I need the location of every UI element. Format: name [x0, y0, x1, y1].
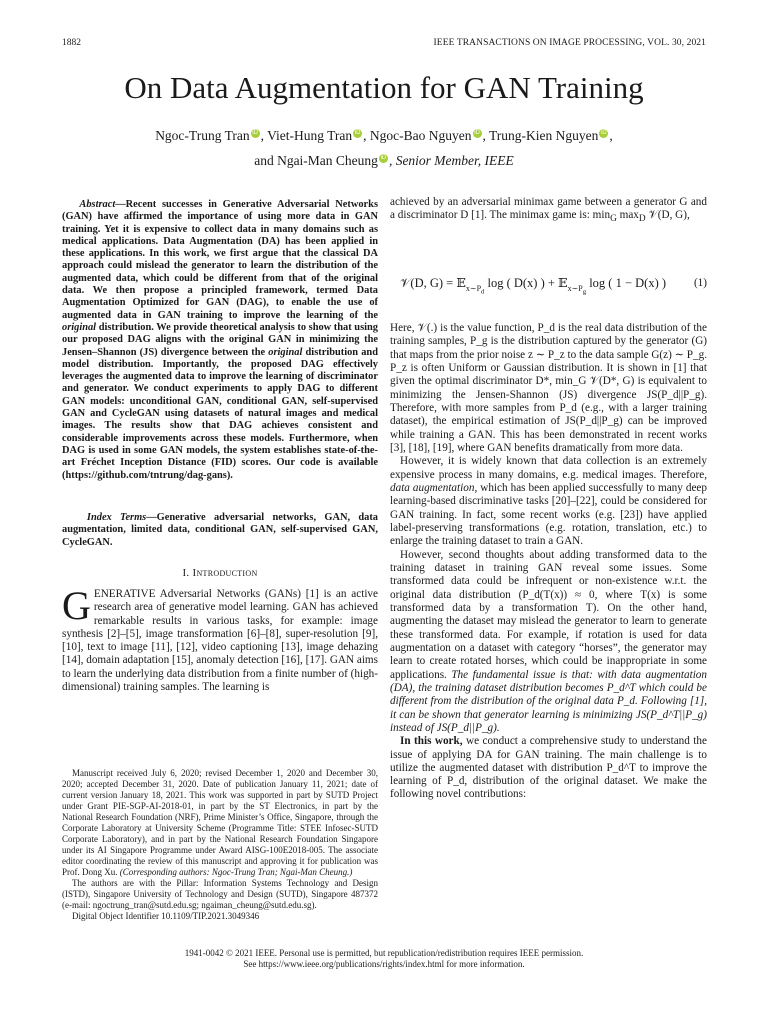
rights-link-line: See https://www.ieee.org/publications/rights/index.html for more information.: [243, 959, 525, 969]
body-paragraph: [390, 735, 707, 802]
equation-term: 𝒱(D, G) = 𝔼: [400, 276, 466, 290]
author-affiliation-title: , Senior Member, IEEE: [388, 153, 514, 168]
abstract-emph: original: [268, 346, 303, 358]
abstract-text: distribution. We provide theoretical analysis to show that using our proposed DAG aligns with the original GAN in minimizing the Jensen–Shannon (JS) divergence between the: [62, 321, 378, 358]
author-name: , Ngoc-Bao Nguyen: [363, 128, 472, 143]
orcid-icon[interactable]: iD: [252, 130, 258, 136]
author-name: , Trung-Kien Nguyen: [482, 128, 599, 143]
index-terms-dash: —: [146, 512, 157, 523]
minimax-paragraph: [390, 196, 707, 227]
paragraph-text: However, it is widely known that data collection is an extremely expensive process in many domains, e.g. medical images. Therefore,: [390, 455, 707, 481]
paragraph-text: max: [616, 209, 639, 222]
paragraph-emph: data augmentation: [390, 481, 475, 494]
footnote-text: Manuscript received July 6, 2020; revised December 1, 2020 and December 30, 2020; accepted December 31, 2020. Date of publication January 11, 2021; date of current version January 18, 2021. This work was supported in part by SUTD Project under Grant PIE-SGP-AI-2018-01, in part by the ST Electronics, in part by the National Research Foundation (NRF), Prime Minister’s Office, Singapore, through the Corporate Laboratory at University Scheme (Programme Title: STEE Infosec-SUTD Corporate Laboratory), and in part by the National Research Foundation Singapore under its AI Singapore Programme under Award AISG-100E2018-005. The associate editor coordinating the review of this manuscript and approving it for publication was Prof. Dong Xu.: [62, 768, 378, 877]
paper-title: On Data Augmentation for GAN Training: [124, 70, 644, 105]
math-sub: G: [610, 214, 617, 225]
equation-number: (1): [693, 277, 707, 289]
index-terms-label: Index Terms: [86, 512, 147, 523]
equation-term: log ( 1 − D(x) ): [586, 276, 667, 290]
author-name: and Ngai-Man Cheung: [254, 153, 378, 168]
footnote-doi: Digital Object Identifier 10.1109/TIP.2021.3049346: [72, 911, 260, 921]
footnote: [62, 768, 378, 922]
right-body: [390, 322, 707, 802]
abstract-emph: original: [62, 321, 97, 333]
intro-paragraph: [62, 583, 378, 694]
equation-1: [390, 275, 707, 295]
author-separator: ,: [609, 128, 613, 143]
paragraph-text: 𝒱(D, G),: [645, 209, 690, 222]
body-paragraph: Here, 𝒱(.) is the value function, P_d is the real data distribution of the training samples, P_g is the distribution captured by the generator (G) that maps from the prior noise z ∼ P_z to the data sample G(z) ∼ P_g. P_z is often Uniform or Gaussian distribution. It is shown in [1] that given the optimal discriminator D*, min_G 𝒱(D*, G) is equivalent to minimizing the Jensen-Shannon (JS) divergence JS(P_d||P_g). Therefore, with more samples from P_d (e.g., with a larger training dataset), the empirical estimation of JS(P_d||P_g) can be improved while training a GAN. This has been demonstrated in recent works [3], [18], [19], where GAN benefits dramatically from more data.: [390, 322, 708, 454]
footnote-manuscript: [62, 768, 378, 878]
abstract-dash: —: [115, 199, 126, 210]
section-title: Introduction: [192, 567, 258, 579]
equation-subsub: g: [582, 288, 587, 296]
abstract: [62, 199, 378, 482]
section-heading: [62, 567, 378, 579]
paragraph-text: , which has been applied successfully to many deep learning-based discriminative tasks [20]–[22], could be considered for GAN training. In fact, some recent works (e.g. [23]) have applied label-preserving transformations (e.g. rotation, translation, etc.) to enlarge the training dataset to train a GAN.: [390, 481, 707, 548]
abstract-text: Recent successes in Generative Adversarial Networks (GAN) have affirmed the importance of using more data in GAN training. Yet it is expensive to collect data in many domains such as medical applications. Data Augmentation (DA) has been applied in these applications. In this work, we first argue that the classical DA approach could mislead the generator to learn the distribution of the augmented data, which could be different from that of the original data. We then propose a principled framework, termed Data Augmentation Optimized for GAN (DAG), to enable the use of augmented data in GAN training to improve the learning of the: [62, 199, 378, 321]
orcid-icon[interactable]: iD: [601, 130, 607, 136]
paragraph-text: However, second thoughts about adding transformed data to the training dataset in training GAN reveal some issues. Some transformed data could be infrequent or non-existence w.r.t. the original data distribution (P_d(T(x)) ≈ 0, where T(x) is some transformed data by a transformation T). On the other hand, augmenting the dataset may mislead the generator to learn to generate these transformed data. For example, if rotation is used for data augmentation on a dataset with category “horses”, the generator may learn to create rotated horses, which could be inappropriate in some applications.: [390, 548, 707, 681]
math-sub: D: [638, 214, 646, 225]
equation-term: log ( D(x) ) + 𝔼: [484, 276, 568, 290]
paragraph-emph: The fundamental issue is that: with data augmentation (DA), the training dataset distribution becomes P_d^T which could be different from the distribution of the original data P_d. Following [1], it can be shown that generator learning is minimizing JS(P_d^T||P_g) instead of JS(P_d||P_g).: [390, 668, 707, 734]
body-paragraph: [390, 455, 707, 548]
copyright-line: 1941-0042 © 2021 IEEE. Personal use is permitted, but republication/redistribution requires IEEE permission.: [184, 948, 584, 958]
index-terms: [62, 512, 378, 549]
equation-sub: x∼P: [465, 283, 482, 293]
index-terms-text: Generative adversarial networks, GAN, data augmentation, limited data, conditional GAN, self-supervised GAN, CycleGAN.: [62, 512, 378, 548]
journal-header: IEEE TRANSACTIONS ON IMAGE PROCESSING, VOL. 30, 2021: [433, 38, 706, 48]
intro-text: Adversarial Networks (GANs) [1] is an active research area of generative model learning. GAN has achieved remarkable results in various tasks, for example: image synthesis [2]–[5], image transformation [6]–[8], super-resolution [9], [10], text to image [11], [12], video captioning [13], image dehazing [14], domain adaptation [15], anomaly detection [16], [17]. GAN aims to learn the underlying data distribution from a finite number of (high-dimensional) training samples. The learning is: [62, 588, 378, 693]
equation-subsub: d: [481, 288, 485, 296]
abstract-text: distribution and model distribution. Importantly, the proposed DAG effectively leverages the augmented data to improve the learning of discriminator and generator. We conduct experiments to apply DAG to different GAN models: unconditional GAN, conditional GAN, self-supervised GAN and CycleGAN using datasets of natural images and medical images. The results show that DAG achieves consistent and considerable improvements across these models. Furthermore, when DAG is used in some GAN models, the system establishes state-of-the-art Fréchet Inception Distance (FID) scores. Our code is available (https://github.com/tntrung/dag-gans).: [62, 346, 378, 481]
body-paragraph: [390, 549, 707, 736]
orcid-icon[interactable]: iD: [354, 130, 361, 136]
author-list: [60, 123, 708, 173]
orcid-icon[interactable]: iD: [474, 130, 480, 136]
author-name: Ngoc-Trung Tran: [155, 128, 250, 143]
orcid-icon[interactable]: iD: [380, 155, 387, 161]
paragraph-text: achieved by an adversarial minimax game between a generator G and a discriminator D [1]. The minimax game is: min: [390, 196, 707, 222]
page-number: 1882: [62, 38, 81, 48]
intro-first-word: ENERATIVE: [93, 588, 156, 600]
author-name: , Viet-Hung Tran: [260, 128, 353, 143]
drop-cap: G: [62, 583, 91, 628]
section-number: I.: [182, 567, 193, 579]
right-intro-text: [390, 196, 707, 227]
footnote-affiliation: The authors are with the Pillar: Information Systems Technology and Design (ISTD), Singapore University of Technology and Design (SUTD), Singapore 487372 (e-mail: ngoctrung_tran@sutd.edu.sg; ngaiman_cheung@sutd.edu.sg).: [62, 878, 378, 910]
paragraph-text: we conduct a comprehensive study to understand the issue of applying DA for GAN training. The main challenge is to utilize the augmented dataset with distribution P_d^T to improve the learning of P_d, distribution of the original dataset. We make the following novel contributions:: [390, 735, 707, 801]
equation-sub: x∼P: [567, 283, 583, 293]
abstract-label: Abstract: [79, 199, 116, 210]
copyright-footer: [0, 948, 768, 970]
paragraph-bold: In this work,: [400, 735, 463, 748]
footnote-corresponding: (Corresponding authors: Ngoc-Trung Tran; Ngai-Man Cheung.): [119, 867, 353, 877]
